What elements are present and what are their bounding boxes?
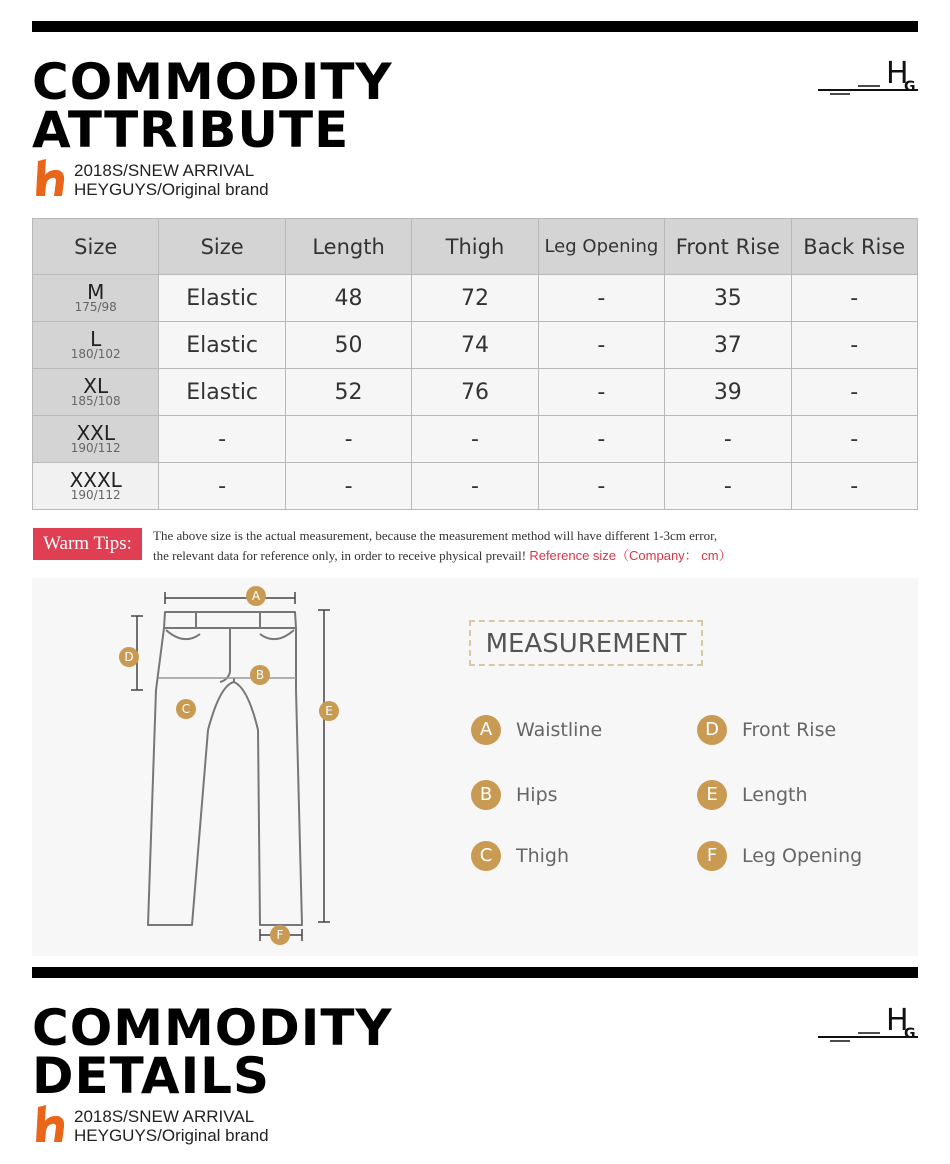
size-label: M bbox=[87, 279, 105, 304]
table-cell: - bbox=[285, 416, 411, 463]
svg-text:B: B bbox=[255, 668, 265, 682]
size-sub-label: 175/98 bbox=[74, 299, 117, 314]
size-label-cell bbox=[33, 275, 159, 322]
svg-text:F: F bbox=[276, 928, 284, 942]
table-cell: - bbox=[791, 416, 917, 463]
section-title bbox=[32, 53, 393, 159]
hg-logo bbox=[818, 1002, 918, 1042]
legend-waistline bbox=[471, 714, 602, 746]
section-title-line1: COMMODITY bbox=[32, 53, 393, 111]
col-header: Back Rise bbox=[791, 219, 917, 275]
marker-a-icon: A bbox=[471, 715, 501, 745]
legend-label: Length bbox=[742, 784, 808, 806]
table-cell: - bbox=[538, 322, 664, 369]
warm-tips-badge: Warm Tips: bbox=[33, 528, 142, 560]
size-label-cell bbox=[33, 322, 159, 369]
marker-f-icon: F bbox=[697, 841, 727, 871]
table-cell: - bbox=[665, 416, 791, 463]
col-header: Front Rise bbox=[665, 219, 791, 275]
svg-text:A: A bbox=[251, 589, 261, 603]
legend-length bbox=[697, 779, 808, 811]
table-cell: - bbox=[412, 416, 538, 463]
size-label-cell bbox=[33, 416, 159, 463]
legend-label: Front Rise bbox=[742, 719, 837, 741]
reference-size-note: Reference size（Company： cm） bbox=[529, 548, 732, 563]
section-title-line1: COMMODITY bbox=[32, 999, 393, 1057]
svg-text:H: H bbox=[886, 1003, 909, 1038]
table-cell: 52 bbox=[285, 369, 411, 416]
table-cell: 76 bbox=[412, 369, 538, 416]
size-label: XXL bbox=[76, 420, 115, 445]
svg-text:G: G bbox=[904, 79, 916, 95]
table-row bbox=[33, 463, 918, 510]
table-row bbox=[33, 275, 918, 322]
legend-hips bbox=[471, 779, 558, 811]
table-cell: - bbox=[791, 322, 917, 369]
section-title-line2: DETAILS bbox=[32, 1047, 271, 1105]
col-header: Size bbox=[159, 219, 285, 275]
col-header: Thigh bbox=[412, 219, 538, 275]
measurement-title: MEASUREMENT bbox=[469, 620, 703, 666]
table-cell: Elastic bbox=[159, 369, 285, 416]
size-sub-label: 185/108 bbox=[70, 393, 121, 408]
col-header: Size bbox=[33, 219, 159, 275]
marker-e-icon: E bbox=[697, 780, 727, 810]
section-title-line2: ATTRIBUTE bbox=[32, 101, 350, 159]
svg-text:C: C bbox=[181, 702, 191, 716]
size-table bbox=[32, 218, 918, 510]
table-cell: 39 bbox=[665, 369, 791, 416]
warm-tips-line1: The above size is the actual measurement, because the measurement method will have different 1-3cm error, bbox=[153, 528, 718, 543]
tagline-line2: HEYGUYS/Original brand bbox=[74, 1126, 269, 1145]
table-cell: - bbox=[412, 463, 538, 510]
size-sub-label: 190/112 bbox=[70, 487, 121, 502]
table-cell: - bbox=[159, 416, 285, 463]
legend-leg-opening bbox=[697, 840, 862, 872]
table-cell: 74 bbox=[412, 322, 538, 369]
marker-d-icon: D bbox=[697, 715, 727, 745]
brand-h-icon bbox=[32, 157, 68, 197]
legend-front-rise bbox=[697, 714, 836, 746]
hg-logo bbox=[818, 55, 918, 95]
warm-tips-line2: the relevant data for reference only, in order to receive physical prevail! bbox=[153, 548, 527, 563]
tagline-line1: 2018S/SNEW ARRIVAL bbox=[74, 161, 255, 180]
svg-text:E: E bbox=[325, 704, 333, 718]
legend-thigh bbox=[471, 840, 569, 872]
col-header: Length bbox=[285, 219, 411, 275]
table-cell: - bbox=[159, 463, 285, 510]
table-row bbox=[33, 416, 918, 463]
table-cell: 37 bbox=[665, 322, 791, 369]
legend-label: Leg Opening bbox=[742, 845, 863, 867]
table-cell: - bbox=[791, 275, 917, 322]
tagline-line2: HEYGUYS/Original brand bbox=[74, 180, 269, 199]
table-cell: - bbox=[538, 416, 664, 463]
brand-tagline bbox=[74, 1107, 269, 1145]
table-cell: Elastic bbox=[159, 275, 285, 322]
table-cell: - bbox=[538, 275, 664, 322]
pants-diagram bbox=[110, 580, 360, 950]
legend-label: Thigh bbox=[516, 845, 570, 867]
size-table-header-row bbox=[33, 219, 918, 275]
table-cell: Elastic bbox=[159, 322, 285, 369]
table-cell: - bbox=[791, 463, 917, 510]
table-cell: - bbox=[538, 369, 664, 416]
size-sub-label: 180/102 bbox=[70, 346, 121, 361]
section-title bbox=[32, 999, 393, 1105]
table-cell: - bbox=[538, 463, 664, 510]
size-label: XXXL bbox=[69, 467, 122, 492]
warm-tips-text bbox=[153, 526, 893, 566]
svg-text:H: H bbox=[886, 56, 909, 91]
size-label-cell bbox=[33, 463, 159, 510]
size-label: L bbox=[90, 326, 102, 351]
table-row bbox=[33, 369, 918, 416]
marker-c-icon: C bbox=[471, 841, 501, 871]
section-divider-bar bbox=[32, 21, 918, 32]
svg-text:G: G bbox=[904, 1026, 916, 1042]
size-label: XL bbox=[83, 373, 109, 398]
table-cell: 48 bbox=[285, 275, 411, 322]
table-row bbox=[33, 322, 918, 369]
table-cell: 50 bbox=[285, 322, 411, 369]
warm-tips-line2-wrap bbox=[153, 546, 893, 566]
table-cell: - bbox=[285, 463, 411, 510]
marker-b-icon: B bbox=[471, 780, 501, 810]
legend-label: Hips bbox=[516, 784, 558, 806]
table-cell: 72 bbox=[412, 275, 538, 322]
section-divider-bar bbox=[32, 967, 918, 978]
size-sub-label: 190/112 bbox=[70, 440, 121, 455]
brand-tagline bbox=[74, 161, 269, 199]
brand-h-icon bbox=[32, 1103, 68, 1143]
table-cell: - bbox=[791, 369, 917, 416]
tagline-line1: 2018S/SNEW ARRIVAL bbox=[74, 1107, 255, 1126]
table-cell: 35 bbox=[665, 275, 791, 322]
col-header: Leg Opening bbox=[538, 219, 664, 275]
table-cell: - bbox=[665, 463, 791, 510]
legend-label: Waistline bbox=[516, 719, 603, 741]
svg-text:D: D bbox=[124, 650, 134, 664]
size-label-cell bbox=[33, 369, 159, 416]
